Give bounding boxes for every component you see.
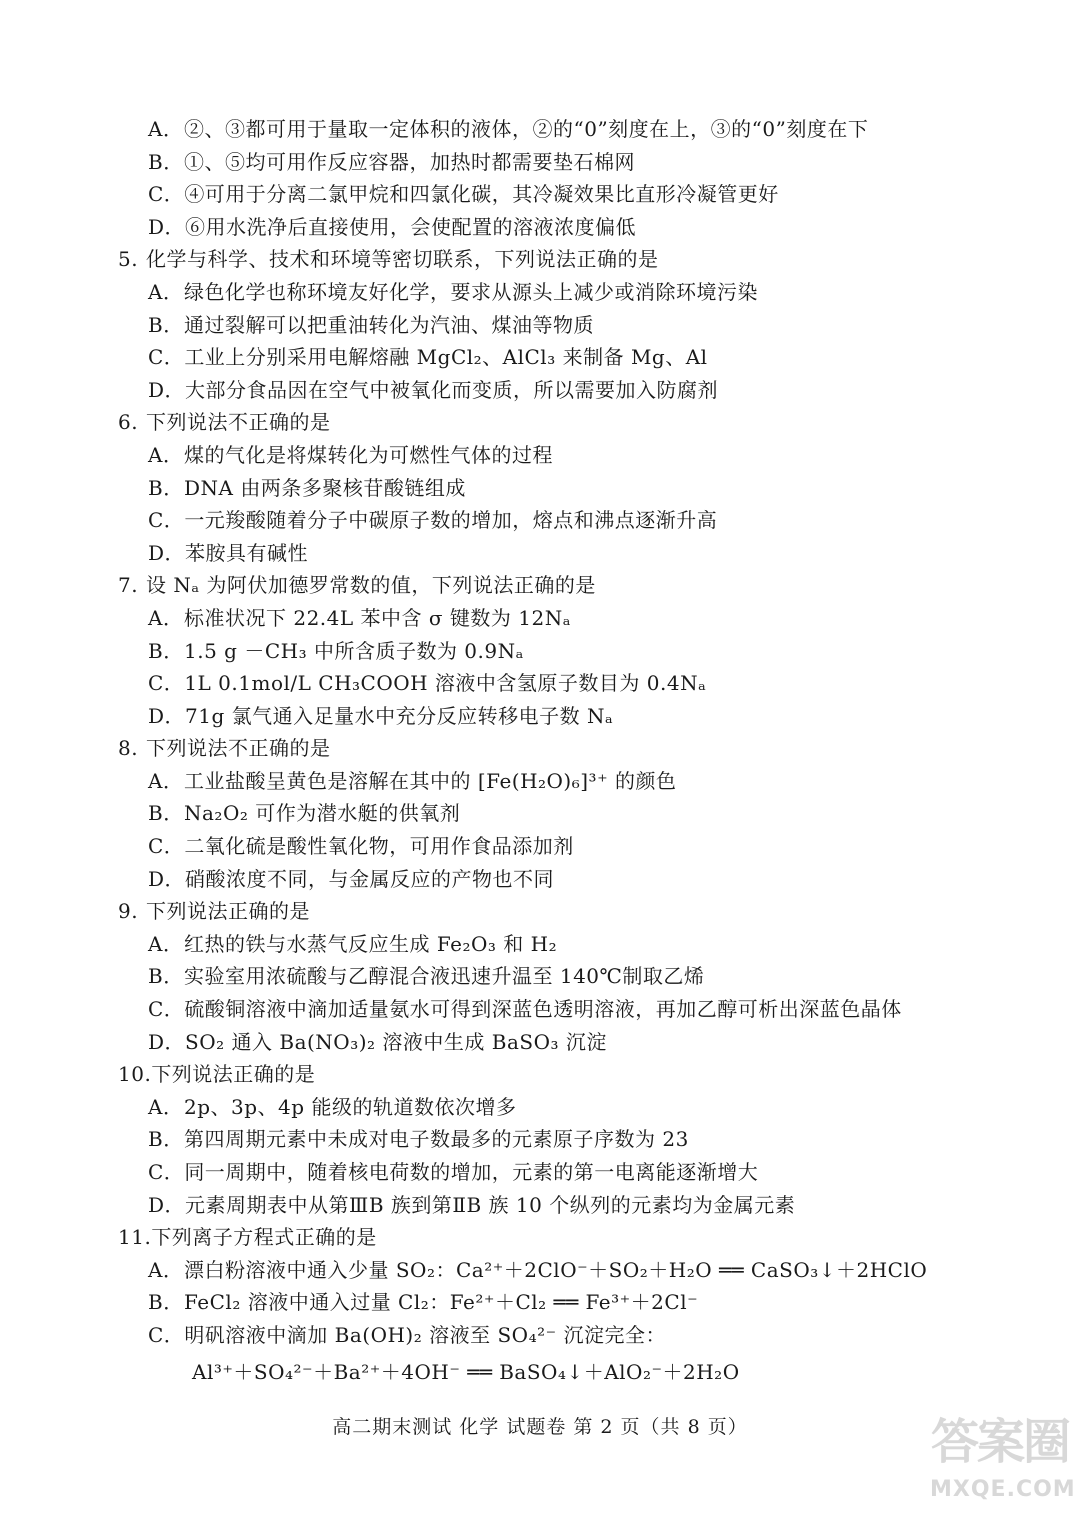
question-stem: [118, 1221, 968, 1254]
watermark-site: MXQE.COM: [930, 1477, 1076, 1502]
question-number: 11.: [118, 1225, 152, 1250]
option-letter: C．: [148, 182, 185, 207]
option-letter: C．: [148, 508, 185, 533]
option-letter: D．: [148, 703, 186, 728]
option-letter: C．: [148, 997, 185, 1022]
option-letter: D．: [148, 377, 186, 402]
answer-option: [118, 113, 968, 146]
answer-option: [118, 1123, 968, 1156]
option-text: 第四周期元素中未成对电子数最多的元素原子序数为 23: [184, 1127, 689, 1152]
option-letter: D．: [148, 866, 186, 891]
answer-option: [118, 700, 968, 733]
option-letter: C．: [148, 834, 185, 859]
option-text: DNA 由两条多聚核苷酸链组成: [184, 475, 466, 500]
answer-option: [118, 863, 968, 896]
option-text: 标准状况下 22.4L 苯中含 σ 键数为 12Nₐ: [184, 605, 571, 630]
answer-option: [118, 635, 968, 668]
exam-content: [118, 113, 968, 1392]
option-letter: B．: [148, 475, 184, 500]
answer-option: [118, 1254, 968, 1287]
answer-option: [118, 1189, 968, 1222]
option-text: 1.5 g －CH₃ 中所含质子数为 0.9Nₐ: [184, 638, 524, 663]
option-text: 实验室用浓硫酸与乙醇混合液迅速升温至 140℃制取乙烯: [184, 964, 705, 989]
option-text: FeCl₂ 溶液中通入过量 Cl₂：Fe²⁺＋Cl₂ ══ Fe³⁺＋2Cl⁻: [184, 1290, 699, 1315]
option-text: 硫酸铜溶液中滴加适量氨水可得到深蓝色透明溶液，再加乙醇可析出深蓝色晶体: [184, 997, 902, 1022]
option-text: SO₂ 通入 Ba(NO₃)₂ 溶液中生成 BaSO₃ 沉淀: [185, 1029, 607, 1054]
page-footer: 高二期末测试 化学 试题卷 第 2 页（共 8 页）: [332, 1416, 748, 1438]
watermark-title: 答案圈: [930, 1414, 1069, 1470]
option-letter: A．: [148, 1094, 184, 1119]
answer-option: [118, 765, 968, 798]
formula-line: [118, 1352, 968, 1392]
option-letter: B．: [148, 638, 184, 663]
option-letter: D．: [148, 1192, 186, 1217]
option-letter: C．: [148, 1322, 185, 1347]
answer-option: [118, 146, 968, 179]
answer-option: [118, 178, 968, 211]
question-number: 9.: [118, 899, 139, 924]
question-text: 下列说法不正确的是: [146, 736, 331, 761]
question-number: 5.: [118, 247, 139, 272]
answer-option: [118, 1091, 968, 1124]
option-text: 工业上分别采用电解熔融 MgCl₂、AlCl₃ 来制备 Mg、Al: [184, 345, 708, 370]
option-text: 71g 氯气通入足量水中充分反应转移电子数 Nₐ: [185, 703, 614, 728]
answer-option: [118, 667, 968, 700]
question-text: 下列说法正确的是: [151, 1062, 316, 1087]
option-letter: A．: [148, 605, 184, 630]
option-letter: D．: [148, 214, 186, 239]
option-text: 红热的铁与水蒸气反应生成 Fe₂O₃ 和 H₂: [184, 931, 558, 956]
option-letter: B．: [148, 964, 184, 989]
answer-option: [118, 472, 968, 505]
answer-option: [118, 276, 968, 309]
option-letter: D．: [148, 1029, 186, 1054]
answer-option: [118, 309, 968, 342]
question-number: 10.: [118, 1062, 152, 1087]
option-letter: A．: [148, 768, 184, 793]
option-letter: B．: [148, 1290, 184, 1315]
question-number: 7.: [118, 573, 139, 598]
question-stem: [118, 569, 968, 602]
option-letter: C．: [148, 1160, 185, 1184]
answer-option: [118, 830, 968, 863]
option-text: 通过裂解可以把重油转化为汽油、煤油等物质: [184, 312, 594, 337]
option-text: 1L 0.1mol/L CH₃COOH 溶液中含氢原子数目为 0.4Nₐ: [184, 671, 707, 696]
option-letter: B．: [148, 312, 184, 337]
option-text: 绿色化学也称环境友好化学，要求从源头上减少或消除环境污染: [184, 279, 758, 304]
question-text: 下列离子方程式正确的是: [151, 1225, 377, 1250]
option-text: Na₂O₂ 可作为潜水艇的供氧剂: [184, 801, 461, 826]
answer-option: [118, 374, 968, 407]
answer-option: [118, 602, 968, 635]
option-text: ⑥用水洗净后直接使用，会使配置的溶液浓度偏低: [185, 214, 637, 239]
answer-option: [118, 439, 968, 472]
option-letter: A．: [148, 442, 184, 467]
option-letter: A．: [148, 279, 184, 304]
question-stem: [118, 895, 968, 928]
option-text: ①、⑤均可用作反应容器，加热时都需要垫石棉网: [184, 149, 635, 174]
question-stem: [118, 1058, 968, 1091]
answer-option: [118, 1156, 968, 1189]
question-text: 设 Nₐ 为阿伏加德罗常数的值，下列说法正确的是: [146, 573, 596, 598]
answer-option: [118, 928, 968, 961]
option-text: 同一周期中，随着核电荷数的增加，元素的第一电离能逐渐增大: [184, 1160, 759, 1184]
option-text: 大部分食品因在空气中被氧化而变质，所以需要加入防腐剂: [185, 377, 719, 402]
option-text: 苯胺具有碱性: [185, 540, 309, 565]
answer-option: [118, 504, 968, 537]
answer-option: [118, 211, 968, 244]
option-text: 一元羧酸随着分子中碳原子数的增加，熔点和沸点逐渐升高: [184, 508, 718, 533]
answer-option: [118, 993, 968, 1026]
question-stem: [118, 243, 968, 276]
option-text: 漂白粉溶液中通入少量 SO₂：Ca²⁺＋2ClO⁻＋SO₂＋H₂O ══ CaSO₃↓＋2HClO: [184, 1257, 928, 1282]
answer-option: [118, 1286, 968, 1319]
option-letter: A．: [148, 1257, 184, 1282]
question-text: 化学与科学、技术和环境等密切联系，下列说法正确的是: [146, 247, 659, 272]
answer-option: [118, 797, 968, 830]
question-number: 8.: [118, 736, 139, 761]
option-letter: B．: [148, 801, 184, 826]
question-stem: [118, 406, 968, 439]
answer-option: [118, 537, 968, 570]
option-letter: C．: [148, 671, 185, 696]
answer-option: [118, 1319, 968, 1352]
watermark-logo: [930, 1407, 1076, 1517]
option-text: ②、③都可用于量取一定体积的液体，②的“0”刻度在上，③的“0”刻度在下: [184, 117, 869, 141]
option-letter: B．: [148, 1127, 184, 1152]
option-letter: D．: [148, 540, 186, 565]
option-text: Al³⁺＋SO₄²⁻＋Ba²⁺＋4OH⁻ ══ BaSO₄↓＋AlO₂⁻＋2H₂O: [192, 1359, 740, 1384]
question-stem: [118, 732, 968, 765]
option-letter: C．: [148, 345, 185, 370]
question-text: 下列说法正确的是: [146, 899, 310, 924]
option-letter: B．: [148, 149, 184, 174]
option-text: 硝酸浓度不同，与金属反应的产物也不同: [185, 866, 555, 891]
option-text: 明矾溶液中滴加 Ba(OH)₂ 溶液至 SO₄²⁻ 沉淀完全：: [184, 1322, 667, 1347]
option-text: 工业盐酸呈黄色是溶解在其中的 [Fe(H₂O)₆]³⁺ 的颜色: [184, 768, 677, 793]
option-text: ④可用于分离二氯甲烷和四氯化碳，其冷凝效果比直形冷凝管更好: [184, 182, 779, 207]
option-letter: A．: [148, 931, 184, 956]
option-text: 煤的气化是将煤转化为可燃性气体的过程: [184, 442, 553, 467]
question-number: 6.: [118, 410, 139, 435]
option-letter: A．: [148, 117, 184, 141]
option-text: 2p、3p、4p 能级的轨道数依次增多: [184, 1094, 517, 1119]
option-text: 元素周期表中从第ⅢB 族到第ⅡB 族 10 个纵列的元素均为金属元素: [185, 1192, 796, 1217]
answer-option: [118, 1026, 968, 1059]
answer-option: [118, 960, 968, 993]
answer-option: [118, 341, 968, 374]
question-text: 下列说法不正确的是: [146, 410, 331, 435]
option-text: 二氧化硫是酸性氧化物，可用作食品添加剂: [184, 834, 574, 859]
